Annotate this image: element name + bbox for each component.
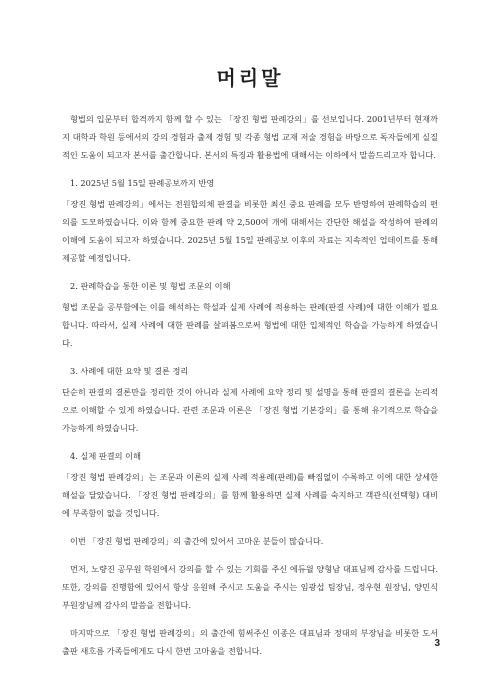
page-title: 머리말	[216, 66, 284, 90]
section-heading: 3. 사례에 대한 요약 및 결론 정리	[70, 366, 189, 376]
section-heading: 1. 2025년 5월 15일 판례공보까지 반영	[70, 178, 215, 188]
section-1	[62, 174, 438, 267]
section-text: 단순히 판결의 결론만을 정리한 것이 아니라 실제 사례에 요약 정리 및 설명을 통해 판결의 결론을 논리적으로 이해할 수 있게 하였습니다. 관련 조문과 이론은 「장진 형법 기본강의」를 통해 유기적으로 학습을 가능하게 하였습니다.	[62, 387, 438, 433]
section-text: 「장진 형법 판례강의」에서는 전원합의체 판결을 비롯한 최신 중요 판례를 모두 반영하여 판례학습의 편의를 도모하였습니다. 이와 함께 중요한 판례 약 2,500여 개에 대해서는 간단한 해설을 작성하여 판례의 이해에 도움이 되고자 하였습니다. 2025년 5월 15일 판례공보 이후의 자료는 지속적인 업데이트를 통해 제공할 예정입니다.	[62, 199, 438, 263]
thanks-paragraph: 이번 「장진 형법 판례강의」의 출간에 있어서 고마운 분들이 많습니다.	[70, 536, 324, 546]
thanks-paragraph: 먼저, 노량진 공무원 학원에서 강의를 할 수 있는 기회를 주신 에듀윌 양형남 대표님께 감사를 드립니다. 또한, 강의를 진행함에 있어서 항상 응원해 주시고 도움을 주시는 임광섭 팀장님, 정우현 원장님, 양민식 부원장님께 감사의 말씀을 전합니다.	[62, 564, 438, 610]
section-text: 형법 조문을 공부함에는 이를 해석하는 학설과 실제 사례에 적용하는 판례(판결 사례)에 대한 이해가 필요합니다. 따라서, 실제 사례에 대한 판례를 살펴봄으로써 형법에 대한 입체적인 학습을 가능하게 하였습니다.	[62, 302, 438, 348]
section-3	[62, 362, 438, 437]
page-number: 3	[434, 638, 440, 649]
section-heading: 4. 실제 판결의 이해	[70, 451, 141, 461]
thanks-paragraph: 마지막으로 「장진 형법 판례강의」의 출간에 힘써주신 이종은 대표님과 정대의 부장님을 비롯한 도서출판 새흐름 가족들에게도 다시 한번 고마움을 전합니다.	[62, 628, 438, 656]
section-2	[62, 277, 438, 352]
preface-body	[62, 110, 438, 660]
section-text: 「장진 형법 판례강의」는 조문과 이론의 실제 사례 적용례(판례)를 빠짐없이 수록하고 이에 대한 상세한 해설을 달았습니다. 「장진 형법 판례강의」를 함께 활용하면 실제 사례를 숙지하고 객관식(선택형) 대비에 부족함이 없을 것입니다.	[62, 472, 438, 518]
section-4	[62, 447, 438, 522]
intro-paragraph: 형법의 입문부터 합격까지 함께 할 수 있는 「장진 형법 판례강의」를 선보입니다. 2001년부터 현재까지 대학과 학원 등에서의 강의 경험과 출제 경험 및 각종 형법 교재 저술 경험을 바탕으로 독자들에게 실질적인 도움이 되고자 본서를 출간합니다. 본서의 특징과 활용법에 대해서는 이하에서 말씀드리고자 합니다.	[62, 114, 438, 160]
section-heading: 2. 판례학습을 통한 이론 및 형법 조문의 이해	[70, 281, 231, 291]
